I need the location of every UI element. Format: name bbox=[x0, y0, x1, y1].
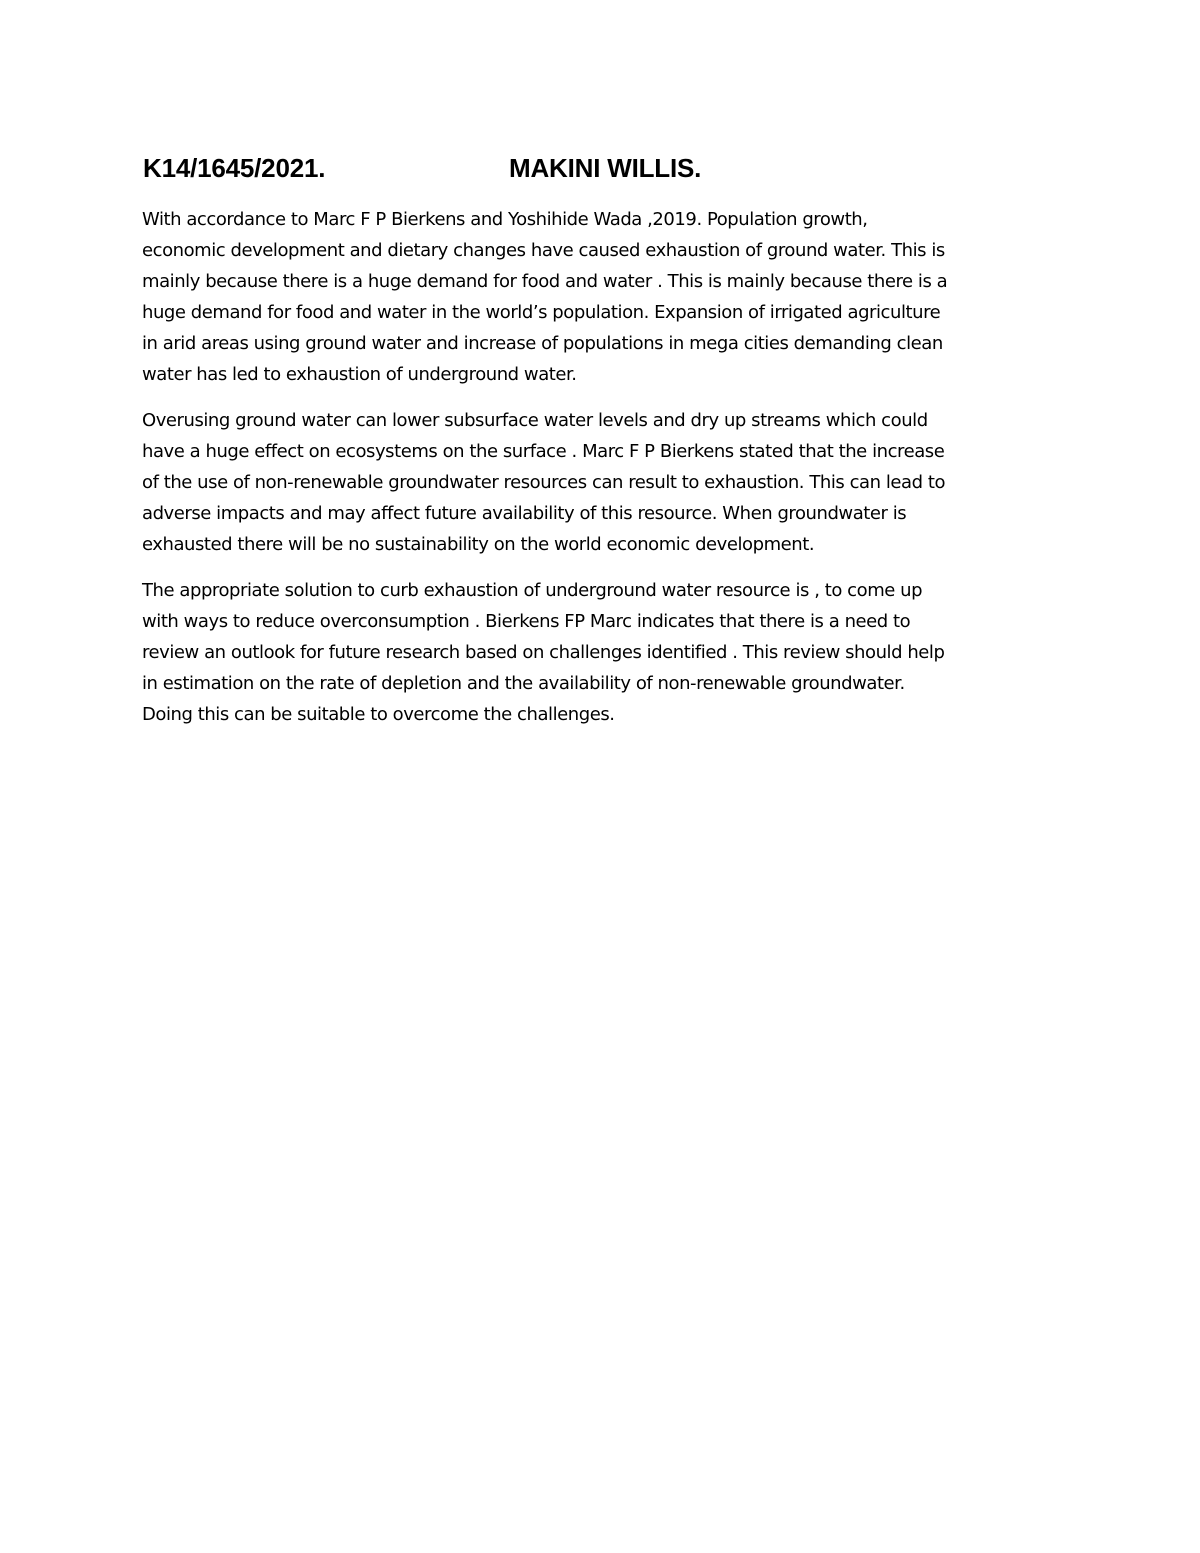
paragraph-line: in arid areas using ground water and increase of populations in mega cities demanding clean bbox=[142, 333, 943, 354]
paragraph-1 bbox=[142, 204, 1082, 390]
paragraph-line: have a huge effect on ecosystems on the surface . Marc F P Bierkens stated that the increase bbox=[142, 441, 945, 462]
paragraph-line: Overusing ground water can lower subsurface water levels and dry up streams which could bbox=[142, 410, 928, 431]
paragraph-line: mainly because there is a huge demand for food and water . This is mainly because there is a bbox=[142, 271, 948, 292]
registration-number: K14/1645/2021. bbox=[143, 153, 326, 183]
paragraph-line: Doing this can be suitable to overcome the challenges. bbox=[142, 704, 615, 725]
paragraph-line: With accordance to Marc F P Bierkens and Yoshihide Wada ,2019. Population growth, bbox=[142, 209, 868, 230]
paragraph-2 bbox=[142, 405, 1082, 560]
document-heading bbox=[143, 150, 1043, 190]
paragraph-line: review an outlook for future research based on challenges identified . This review should help bbox=[142, 642, 945, 663]
paragraph-line: water has led to exhaustion of underground water. bbox=[142, 364, 577, 385]
paragraph-line: in estimation on the rate of depletion and the availability of non-renewable groundwater. bbox=[142, 673, 905, 694]
document-body bbox=[142, 204, 1082, 745]
author-name: MAKINI WILLIS. bbox=[509, 153, 702, 183]
paragraph-line: economic development and dietary changes have caused exhaustion of ground water. This is bbox=[142, 240, 945, 261]
paragraph-line: huge demand for food and water in the world’s population. Expansion of irrigated agriculture bbox=[142, 302, 941, 323]
paragraph-line: adverse impacts and may affect future availability of this resource. When groundwater is bbox=[142, 503, 907, 524]
paragraph-3 bbox=[142, 575, 1082, 730]
paragraph-line: The appropriate solution to curb exhaustion of underground water resource is , to come up bbox=[142, 580, 923, 601]
paragraph-line: exhausted there will be no sustainability on the world economic development. bbox=[142, 534, 815, 555]
paragraph-line: with ways to reduce overconsumption . Bierkens FP Marc indicates that there is a need to bbox=[142, 611, 911, 632]
paragraph-line: of the use of non-renewable groundwater resources can result to exhaustion. This can lead to bbox=[142, 472, 946, 493]
